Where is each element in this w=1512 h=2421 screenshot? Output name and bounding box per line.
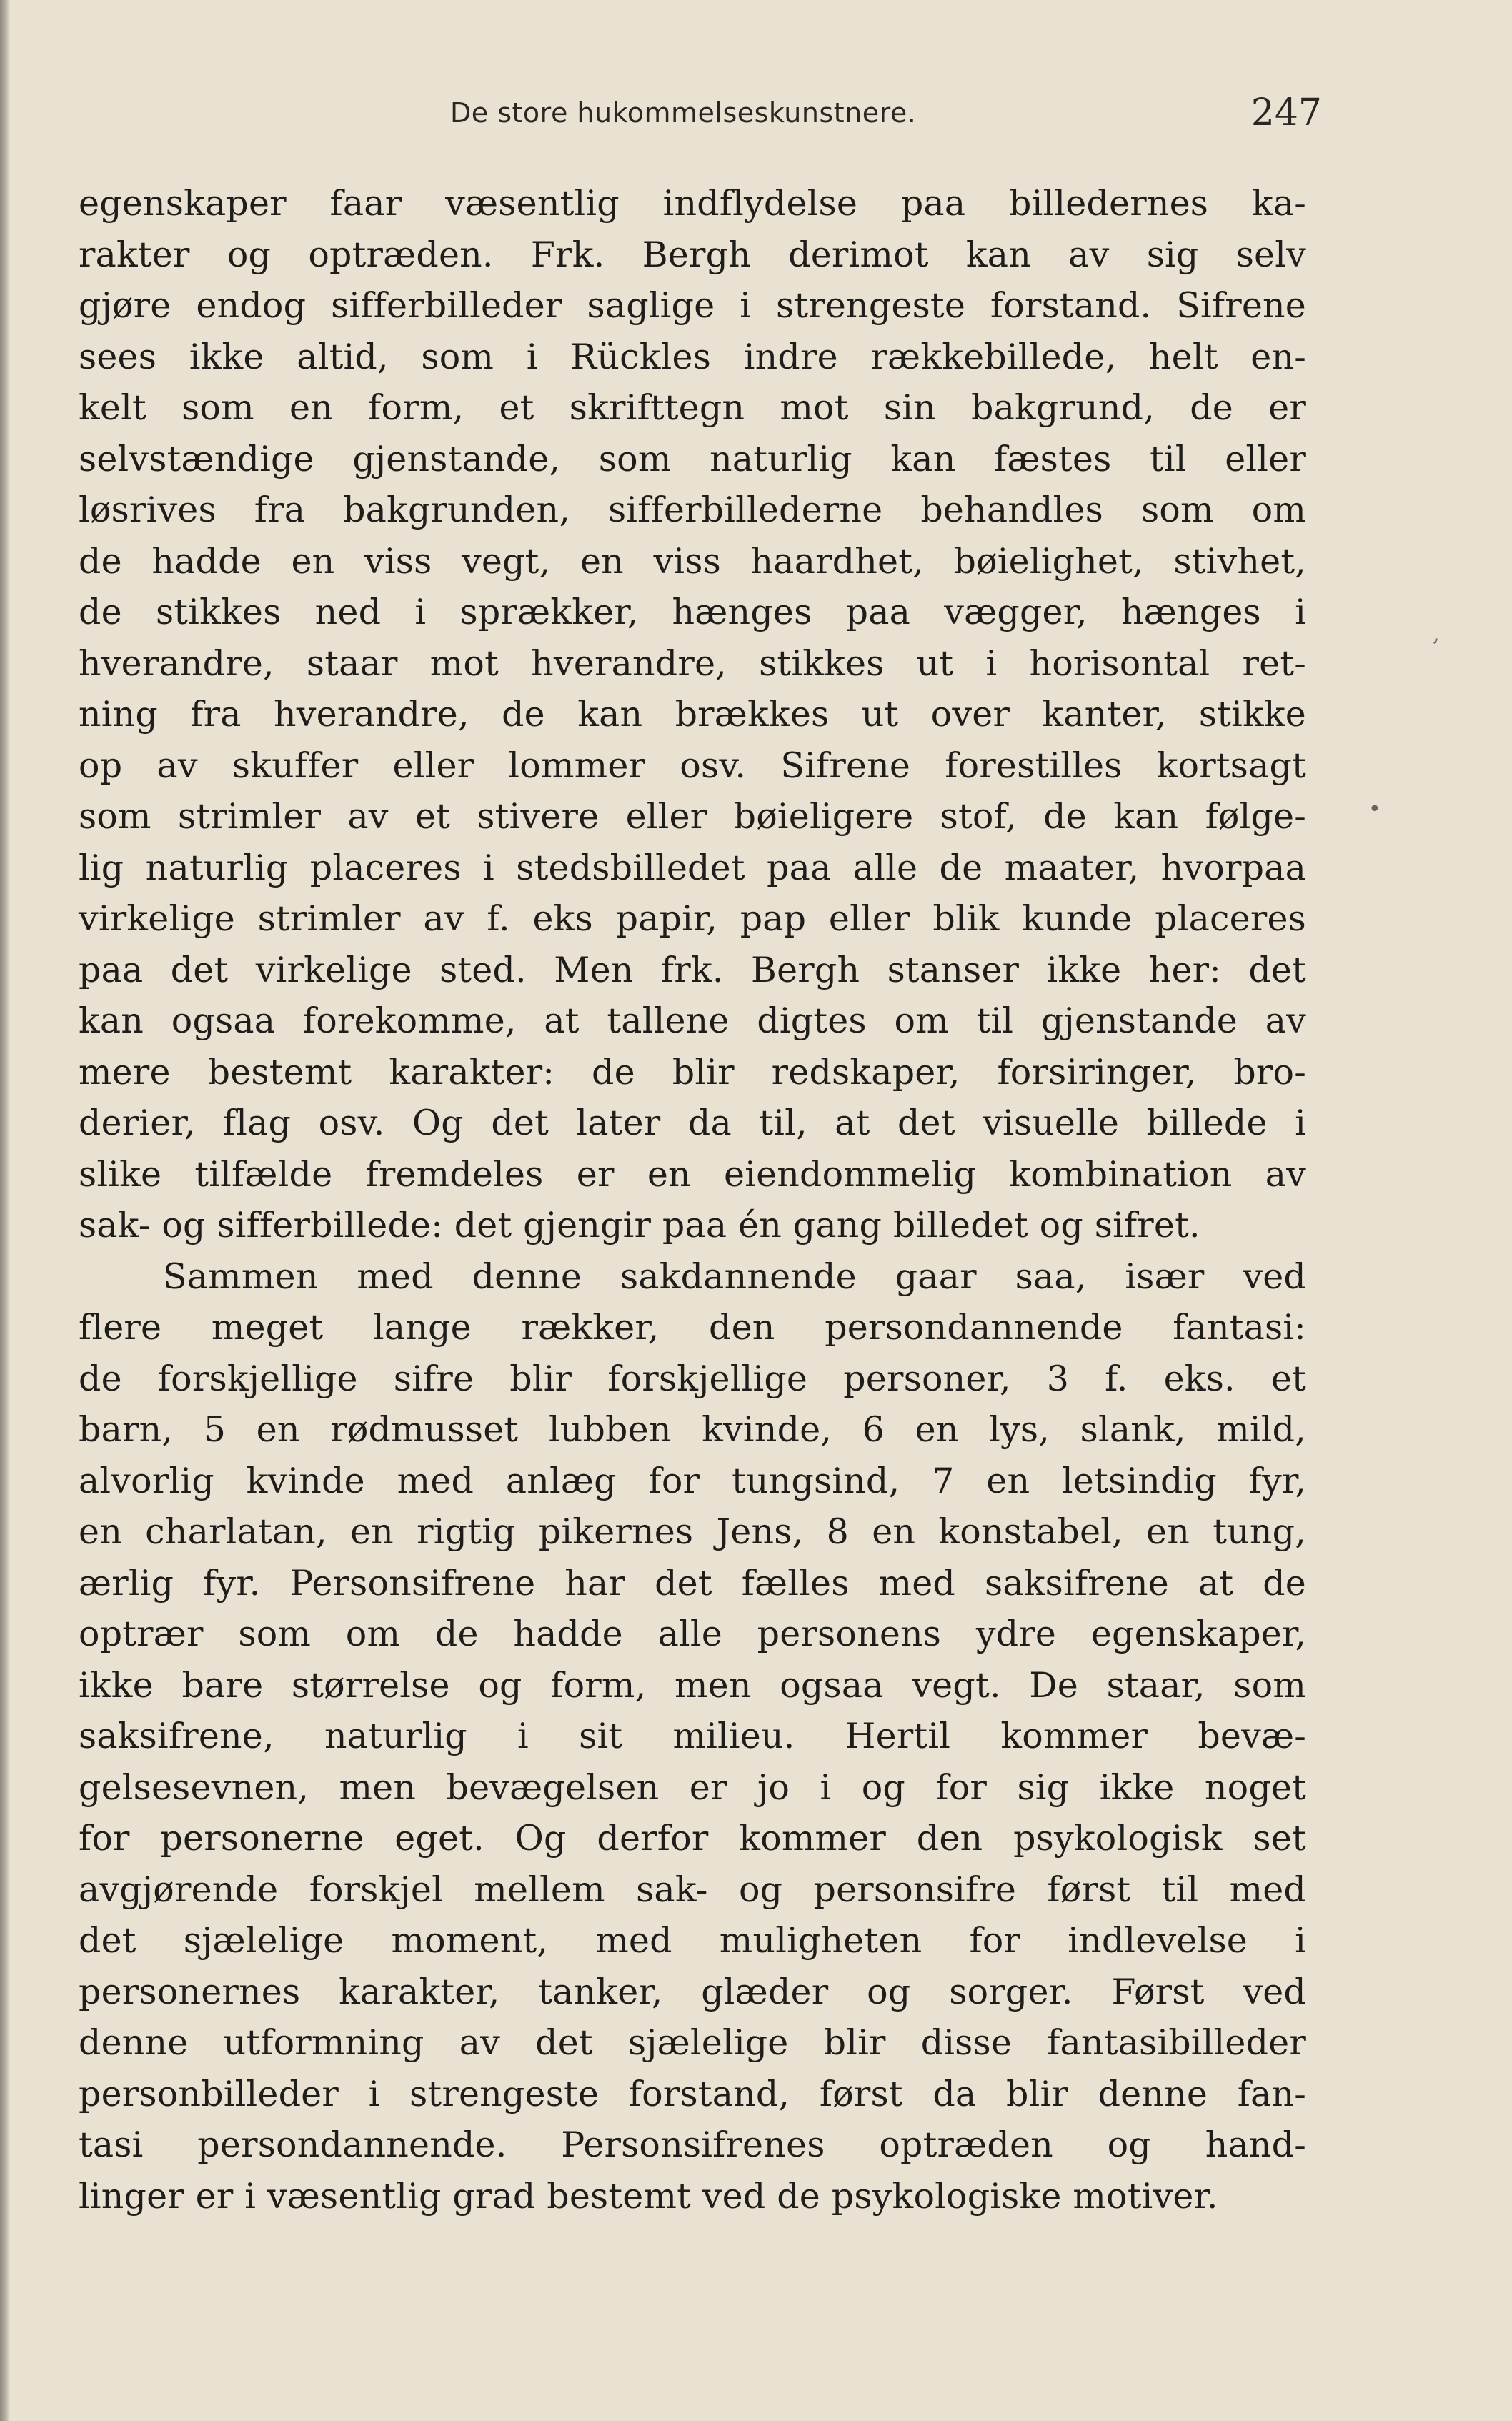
page-number: 247 [1250,91,1322,134]
running-title: De store hukommelseskunstnere. [450,97,917,129]
text-line: slike tilfælde fremdeles er en eiendommelig kombination av [79,1153,1306,1195]
text-line: paa det virkelige sted. Men frk. Bergh stanser ikke her: det [79,949,1306,990]
text-line: de stikkes ned i sprækker, hænges paa vægger, hænges i [79,592,1306,632]
text-line: ærlig fyr. Personsifrene har det fælles med saksifrene at de [79,1562,1306,1604]
text-line: op av skuffer eller lommer osv. Sifrene forestilles kortsagt [79,745,1306,786]
page-header [79,91,1322,141]
body-text [79,178,1306,2222]
text-line: for personerne eget. Og derfor kommer den psykologisk set [79,1818,1306,1859]
text-line: sak- og sifferbillede: det gjengir paa én gang billedet og sifret. [79,1205,1200,1246]
text-line: optrær som om de hadde alle personens ydre egenskaper, [79,1614,1306,1654]
text-line: tasi persondannende. Personsifrenes optræden og hand- [79,2124,1306,2165]
text-line: som strimler av et stivere eller bøieligere stof, de kan følge- [79,796,1306,837]
margin-speck: , [1433,622,1440,647]
text-line: rakter og optræden. Frk. Bergh derimot kan av sig selv [79,234,1306,275]
text-line: egenskaper faar væsentlig indflydelse paa billedernes ka- [79,183,1306,224]
text-line: ning fra hverandre, de kan brækkes ut over kanter, stikke [79,694,1306,735]
text-line: hverandre, staar mot hverandre, stikkes ut i horisontal ret- [79,642,1306,684]
text-line: Sammen med denne sakdannende gaar saa, især ved [163,1256,1306,1297]
text-line: kan ogsaa forekomme, at tallene digtes om til gjenstande av [79,1000,1306,1041]
text-line: virkelige strimler av f. eks papir, pap eller blik kunde placeres [79,898,1306,939]
text-line: ikke bare størrelse og form, men ogsaa vegt. De staar, som [79,1664,1306,1706]
text-line: en charlatan, en rigtig pikernes Jens, 8 en konstabel, en tung, [79,1511,1306,1552]
text-line: personbilleder i strengeste forstand, først da blir denne fan- [79,2073,1306,2114]
text-line: denne utformning av det sjælelige blir disse fantasibilleder [79,2022,1306,2063]
text-line: kelt som en form, et skrifttegn mot sin bakgrund, de er [79,387,1306,428]
text-line: alvorlig kvinde med anlæg for tungsind, 7 en letsindig fyr, [79,1460,1306,1501]
text-line: de forskjellige sifre blir forskjellige personer, 3 f. eks. et [79,1358,1306,1399]
text-line: de hadde en viss vegt, en viss haardhet, bøielighet, stivhet, [79,540,1306,582]
text-line: løsrives fra bakgrunden, sifferbillederne behandles som om [79,489,1306,530]
text-line: avgjørende forskjel mellem sak- og personsifre først til med [79,1869,1306,1910]
text-line: gelsesevnen, men bevægelsen er jo i og for sig ikke noget [79,1766,1306,1808]
margin-speck: • [1368,797,1381,822]
text-line: sees ikke altid, som i Rückles indre rækkebillede, helt en- [79,336,1306,377]
text-line: selvstændige gjenstande, som naturlig kan fæstes til eller [79,438,1306,479]
text-line: personernes karakter, tanker, glæder og sorger. Først ved [79,1971,1306,2012]
text-line: det sjælelige moment, med muligheten for indlevelse i [79,1920,1306,1961]
text-line: flere meget lange rækker, den persondannende fantasi: [79,1307,1306,1348]
text-line: saksifrene, naturlig i sit milieu. Hertil kommer bevæ- [79,1716,1306,1756]
text-line: linger er i væsentlig grad bestemt ved de psykologiske motiver. [79,2175,1218,2217]
text-line: gjøre endog sifferbilleder saglige i strengeste forstand. Sifrene [79,285,1306,326]
text-line: mere bestemt karakter: de blir redskaper, forsiringer, bro- [79,1051,1306,1093]
page-edge [0,0,10,2421]
text-line: lig naturlig placeres i stedsbilledet paa alle de maater, hvorpaa [79,847,1306,888]
text-line: barn, 5 en rødmusset lubben kvinde, 6 en lys, slank, mild, [79,1409,1306,1450]
text-line: derier, flag osv. Og det later da til, at det visuelle billede i [79,1103,1306,1143]
